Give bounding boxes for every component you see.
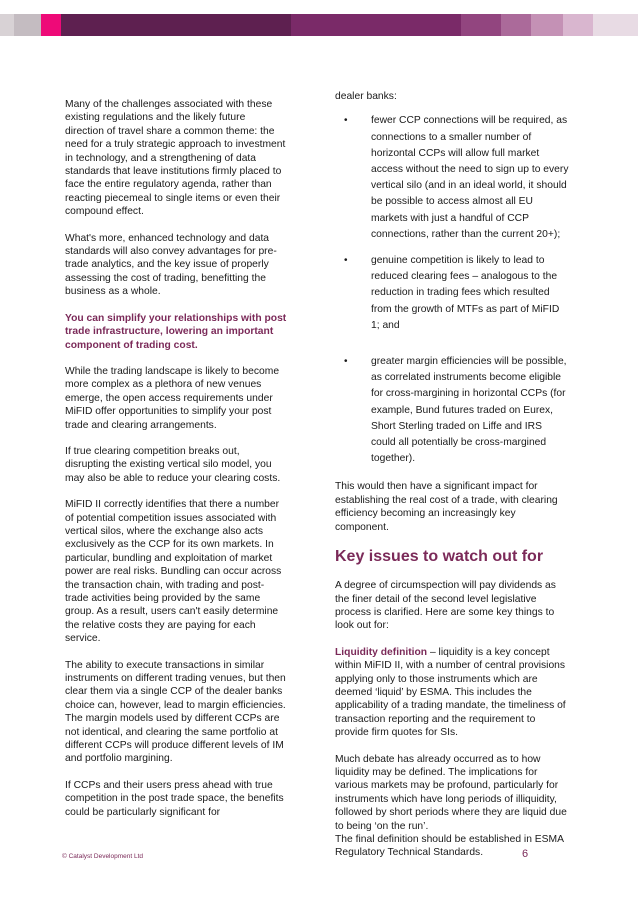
left-paragraph-4: If true clearing competition breaks out, disrupting the existing vertical silo model, you may also be able to reduce your clearing costs. [65,445,281,484]
footer-copyright: © Catalyst Development Ltd [62,853,144,860]
bullet-icon: • [344,255,348,267]
right-paragraph-4b: The final definition should be established in ESMA Regulatory Technical Standards. [335,834,564,859]
list-item [335,354,569,467]
right-paragraph-4 [335,753,569,860]
bullet-text: fewer CCP connections will be required, as connections to a smaller number of horizontal CCPs will allow full market access without the need to sign up to every vertical silo (and in an ideal world, it should be possible to access almost all EU markets with just a handful of CCP connections, rather than the current 20+); [371,115,569,240]
liquidity-definition-label: Liquidity definition [335,646,428,658]
header-band-6 [461,14,501,36]
bullet-list [335,113,569,467]
right-paragraph-3 [335,646,569,740]
left-column [65,98,287,832]
bullet-text: greater margin efficiencies will be possible, as correlated instruments become eligible for cross-margining in horizontal CCPs (for example, Bund futures traded on Eurex, Short Sterling traded on Liffe and IRS could all potentially be cross-margined together). [371,356,567,465]
header-band-1 [0,14,14,36]
left-subheading: You can simplify your relationships with post trade infrastructure, lowering an important component of trading cost. [65,312,287,351]
header-band-8 [531,14,563,36]
left-paragraph-6: The ability to execute transactions in similar instruments on different trading venues, but then clear them via a single CCP of the dealer banks choice can, however, lead to margin efficiencies. The margin models used by different CCPs are not identical, and clearing the same portfolio at different CCPs will produce different levels of IM and portfolio margining. [65,659,286,765]
right-column [335,90,569,860]
header-band-9 [563,14,593,36]
left-paragraph-2: What's more, enhanced technology and data standards will also convey advantages for pre-trade analytics, and the key issue of properly assessing the cost of trading, benefitting the business as a whole. [65,232,277,298]
page-number: 6 [522,848,529,860]
bullet-icon: • [344,115,348,127]
header-band-7 [501,14,531,36]
header-band-4 [61,14,291,36]
header-band-3 [41,14,61,36]
header-band-5 [291,14,461,36]
left-paragraph-1: Many of the challenges associated with these existing regulations and the likely future direction of travel share a common theme: the need for a truly strategic approach to investment in technology, and a strengthening of data standards that leave institutions firmly placed to face the entire regulatory agenda, rather than reacting piecemeal to single items or even their compound effect. [65,99,286,218]
right-paragraph-1: This would then have a significant impact for establishing the real cost of a trade, with clearing efficiency becoming an increasingly key component. [335,481,558,533]
left-paragraph-7: If CCPs and their users press ahead with true competition in the post trade space, the benefits could be particularly significant for [65,779,284,818]
right-paragraph-4a: Much debate has already occurred as to how liquidity may be defined. The implications for various markets may be profound, particularly for instruments which have long periods of illiquidity, followed by short periods where they are liquid due to being ‘on the run’. [335,753,567,832]
bullet-icon: • [344,356,348,368]
header-band-10 [593,14,638,36]
left-paragraph-3: While the trading landscape is likely to become more complex as a plethora of new venues emerge, the open access requirements under MiFID offer opportunities to simplify your post trade and clearing arrangements. [65,365,280,431]
liquidity-definition-text: – liquidity is a key concept within MiFID II, with a number of central provisions applying only to those instruments which are deemed ‘liquid’ by ESMA. This includes the applicability of a trading mandate, the timeliness of transaction reporting and the requirement to provide firm quotes for SIs. [335,646,566,739]
header-band-2 [14,14,41,36]
list-item [335,113,569,243]
bullet-text: genuine competition is likely to lead to reduced clearing fees – analogous to the reduction in trading fees which resulted from the growth of MTFs as part of MiFID 1; and [371,255,560,331]
right-intro: dealer banks: [335,91,397,102]
left-paragraph-5: MiFID II correctly identifies that there a number of potential competition issues associated with vertical silos, where the exchange also acts exclusively as the CCP for its own markets. In particular, bundling and exploitation of market power are real risks. Bundling can occur across the transaction chain, with trading and post-trade activities being provided by the same group. As a result, users can't easily determine the relative costs they are paying for each service. [65,499,282,645]
section-heading: Key issues to watch out for [335,548,544,566]
list-item [335,253,569,334]
right-paragraph-2: A degree of circumspection will pay dividends as the finer detail of the second level legislative process is clarified. Here are some key things to look out for: [335,580,556,632]
